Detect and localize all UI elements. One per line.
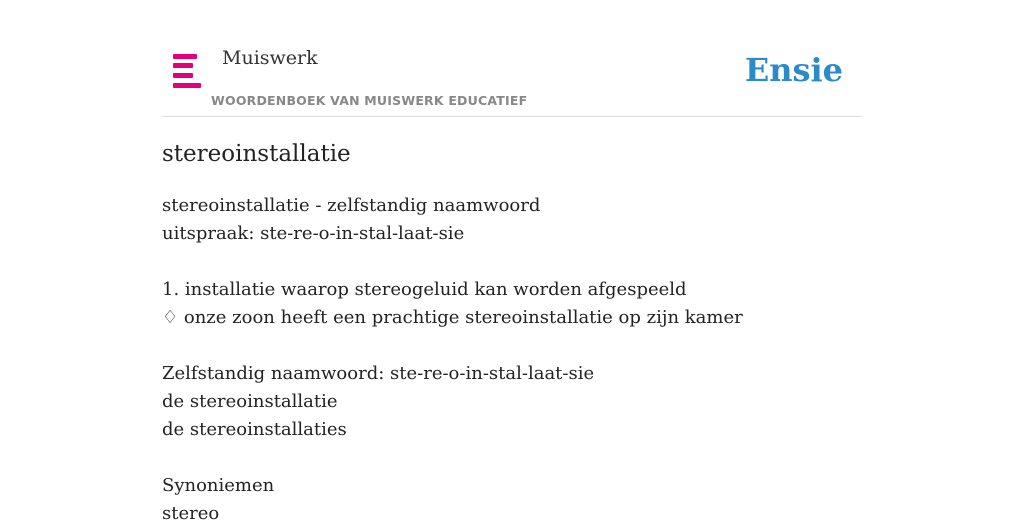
muiswerk-logo-icon[interactable] — [173, 54, 201, 88]
brand-name[interactable]: Muiswerk — [222, 47, 318, 69]
site-header — [162, 0, 862, 117]
spacer — [162, 332, 862, 360]
example-line: ♢ onze zoon heeft een prachtige stereoinstallatie op zijn kamer — [162, 307, 743, 328]
singular-form: de stereoinstallatie — [162, 391, 338, 412]
entry-content — [162, 192, 862, 528]
page-title: stereoinstallatie — [162, 141, 351, 167]
plural-form: de stereoinstallaties — [162, 419, 347, 440]
spacer — [162, 248, 862, 276]
synonym-item: stereo — [162, 503, 220, 524]
ensie-logo-link[interactable]: Ensie — [744, 51, 843, 89]
dictionary-subtitle: WOORDENBOEK VAN MUISWERK EDUCATIEF — [211, 93, 528, 108]
spacer — [162, 444, 862, 472]
headword-line: stereoinstallatie - zelfstandig naamwoord — [162, 195, 541, 216]
pronunciation-line: uitspraak: ste-re-o-in-stal-laat-sie — [162, 223, 465, 244]
definition-line: 1. installatie waarop stereogeluid kan worden afgespeeld — [162, 279, 687, 300]
synonyms-heading: Synoniemen — [162, 475, 275, 496]
grammar-heading: Zelfstandig naamwoord: ste-re-o-in-stal-laat-sie — [162, 363, 595, 384]
